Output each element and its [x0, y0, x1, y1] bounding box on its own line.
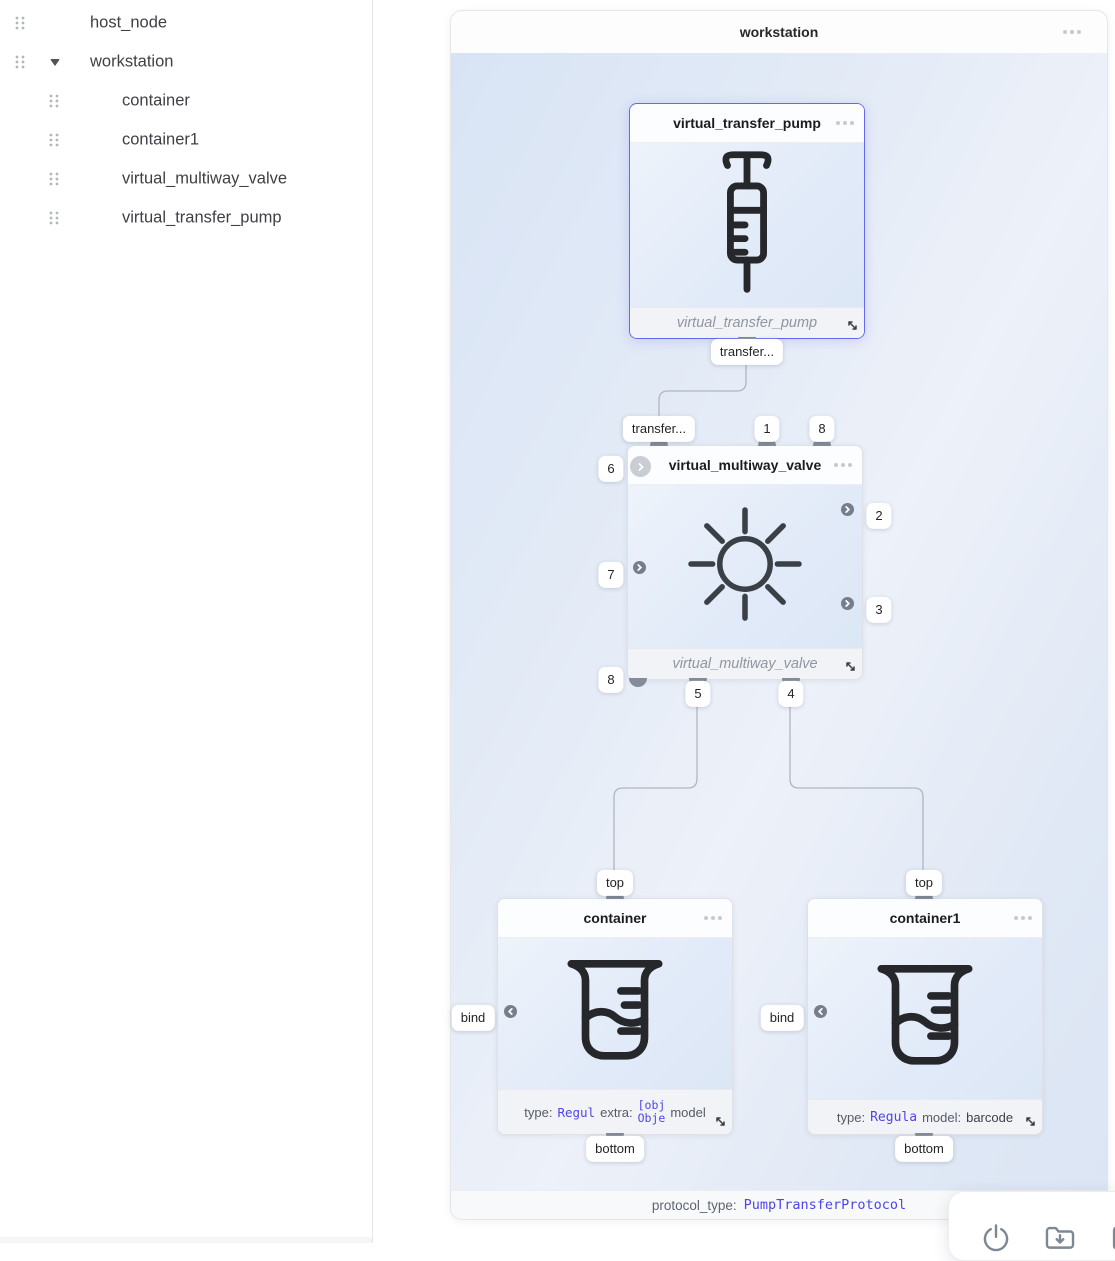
sidebar-item-container[interactable] [0, 81, 370, 120]
node-body [628, 485, 862, 648]
port-label: transfer... [711, 339, 783, 365]
node-footer [498, 1089, 732, 1134]
port-6[interactable] [630, 456, 651, 477]
node-title: virtual_transfer_pump [673, 115, 821, 131]
beaker-icon [556, 952, 674, 1075]
canvas-action-toolbar [948, 1191, 1115, 1261]
node-footer-label: virtual_transfer_pump [676, 315, 818, 331]
sidebar-item-virtual-multiway-valve[interactable] [0, 159, 370, 198]
port-2[interactable] [841, 503, 854, 516]
node-header[interactable] [628, 446, 862, 485]
port-label: 7 [598, 562, 623, 588]
port-label: 1 [754, 416, 779, 442]
drag-handle-icon[interactable] [48, 93, 60, 109]
node-footer [628, 648, 862, 679]
sidebar-horizontal-scrollbar[interactable] [0, 1237, 372, 1243]
node-menu-button[interactable] [1014, 916, 1032, 920]
drag-handle-icon[interactable] [14, 54, 26, 70]
resize-handle-icon[interactable] [1024, 1115, 1037, 1128]
node-container[interactable] [460, 874, 733, 1156]
model-value: barcode [966, 1109, 1014, 1125]
workstation-menu-button[interactable] [1063, 30, 1081, 34]
node-virtual-transfer-pump[interactable] [629, 103, 865, 359]
drag-handle-icon[interactable] [48, 171, 60, 187]
node-title: virtual_multiway_valve [668, 457, 822, 473]
protocol-type-value: PumpTransferProtocol [743, 1197, 907, 1213]
port-label: top [906, 870, 942, 896]
folder-download-icon[interactable] [1043, 1216, 1077, 1260]
valve-icon [685, 504, 805, 629]
port-label: transfer... [623, 416, 695, 442]
type-label: type: [524, 1104, 553, 1120]
port-label: 4 [778, 681, 803, 707]
node-menu-button[interactable] [836, 121, 854, 125]
port-label: bind [761, 1005, 804, 1031]
syringe-icon [691, 145, 803, 306]
port-3[interactable] [841, 597, 854, 610]
power-icon[interactable] [979, 1216, 1013, 1260]
port-label: top [597, 870, 633, 896]
node-title: container [583, 910, 647, 926]
workstation-title: workstation [739, 24, 819, 40]
sidebar-item-workstation[interactable] [0, 42, 370, 81]
node-container1[interactable] [769, 874, 1043, 1156]
beaker-icon [866, 957, 984, 1080]
device-tree-sidebar [0, 0, 373, 1243]
node-menu-button[interactable] [704, 916, 722, 920]
port-label: 8 [809, 416, 834, 442]
node-footer [630, 307, 864, 338]
tree-item-label: workstation [90, 52, 174, 70]
workstation-panel [450, 10, 1108, 1220]
drag-handle-icon[interactable] [48, 210, 60, 226]
node-footer-label: virtual_multiway_valve [672, 656, 818, 672]
tree-item-label: virtual_multiway_valve [122, 169, 288, 187]
port-bind[interactable] [814, 1005, 827, 1018]
drag-handle-icon[interactable] [14, 15, 26, 31]
resize-handle-icon[interactable] [844, 660, 857, 673]
sidebar-item-host-node[interactable] [0, 3, 370, 42]
resize-handle-icon[interactable] [846, 319, 859, 332]
type-value: Regula [870, 1109, 918, 1125]
node-title: container1 [889, 910, 961, 926]
node-header[interactable] [498, 899, 732, 938]
port-label: bind [452, 1005, 495, 1031]
workstation-panel-header [451, 11, 1107, 54]
sidebar-item-container1[interactable] [0, 120, 370, 159]
tree-item-label: container [122, 91, 190, 109]
node-menu-button[interactable] [834, 463, 852, 467]
node-virtual-multiway-valve[interactable] [607, 420, 883, 701]
tree-item-label: virtual_transfer_pump [122, 208, 282, 226]
node-body [808, 938, 1042, 1099]
resize-handle-icon[interactable] [714, 1115, 727, 1128]
node-header[interactable] [630, 104, 864, 143]
type-label: type: [836, 1109, 866, 1125]
node-body [630, 143, 864, 307]
port-label: 6 [598, 456, 623, 482]
node-body [498, 938, 732, 1089]
port-label: 8 [598, 667, 623, 693]
port-label: 2 [866, 503, 891, 529]
node-header[interactable] [808, 899, 1042, 938]
tree-item-label: host_node [90, 13, 168, 31]
protocol-type-label: protocol_type: [651, 1197, 737, 1213]
type-value: Regul [557, 1104, 596, 1120]
model-label: model: [922, 1109, 962, 1125]
extra-value: [obj Obje [637, 1097, 666, 1125]
drag-handle-icon[interactable] [48, 132, 60, 148]
model-label: model [670, 1104, 706, 1120]
extra-label: extra: [600, 1104, 633, 1120]
port-label: 3 [866, 597, 891, 623]
port-bind[interactable] [504, 1005, 517, 1018]
caret-down-icon[interactable] [50, 59, 60, 66]
port-label: bottom [895, 1136, 953, 1162]
export-icon[interactable] [1107, 1216, 1115, 1260]
sidebar-item-virtual-transfer-pump[interactable] [0, 198, 370, 237]
port-label: 5 [685, 681, 710, 707]
node-footer [808, 1099, 1042, 1134]
tree-item-label: container1 [122, 130, 200, 148]
port-label: bottom [586, 1136, 644, 1162]
port-7[interactable] [633, 561, 646, 574]
